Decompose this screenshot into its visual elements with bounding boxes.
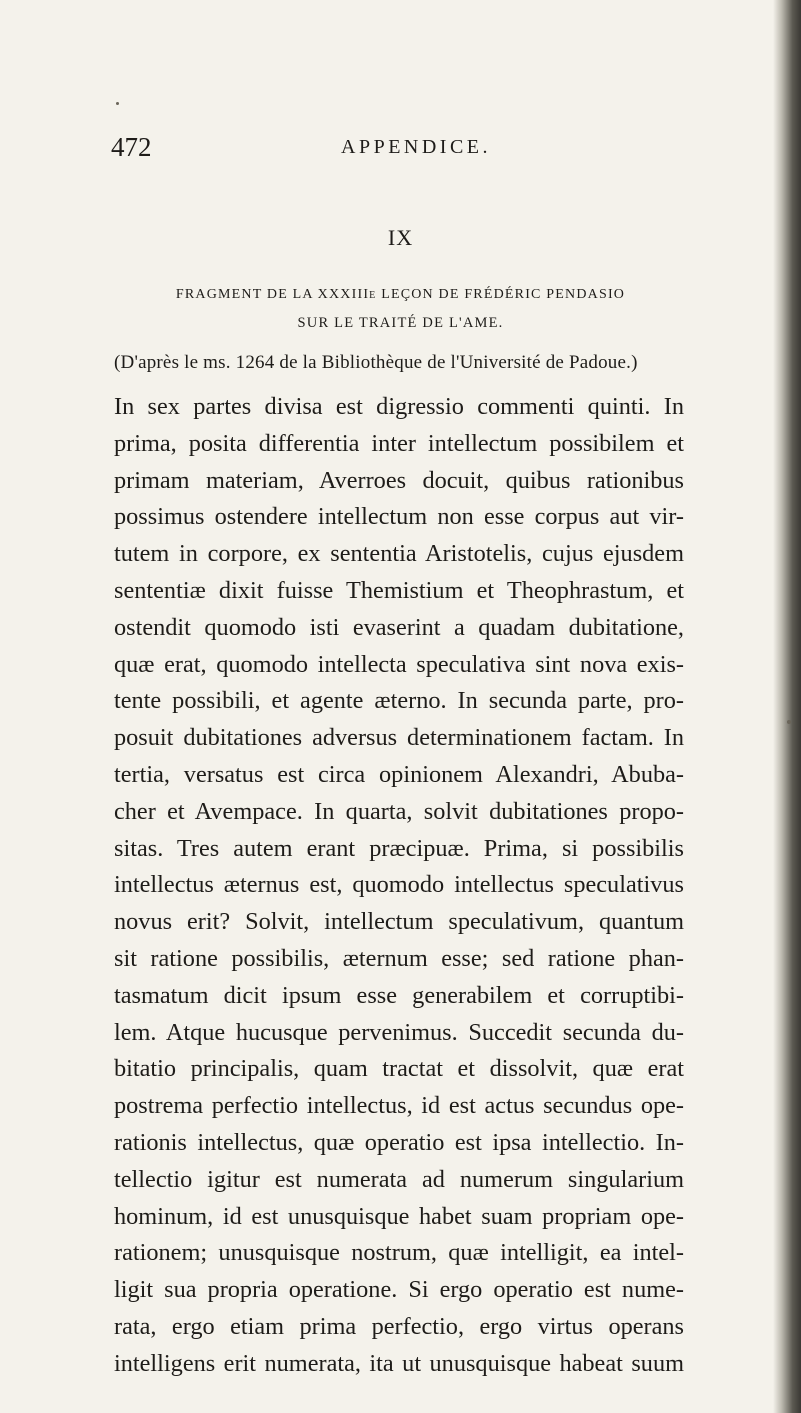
body-line: tertia, versatus est circa opinionem Alexandri, Abuba- [114,760,684,788]
section-number: IX [387,225,414,250]
section-heading-line-2: SUR LE TRAITÉ DE L'AME. [297,315,504,331]
body-line: cher et Avempace. In quarta, solvit dubitationes propo- [114,797,684,825]
body-line: ligit sua propria operatione. Si ergo operatio est nume- [114,1276,684,1304]
body-line: rata, ergo etiam prima perfectio, ergo virtus operans [114,1312,684,1340]
page-number: 472 [111,132,152,162]
scan-speck [116,102,119,105]
body-line: intelligens erit numerata, ita ut unusquisque habeat suum [114,1349,684,1377]
body-line: rationis intellectus, quæ operatio est ipsa intellectio. In- [114,1128,684,1156]
body-line: sit ratione possibilis, æternum esse; sed ratione phan- [114,944,684,972]
body-line: possimus ostendere intellectum non esse corpus aut vir- [114,503,684,531]
body-line: tutem in corpore, ex sententia Aristotelis, cujus ejusdem [114,540,684,568]
body-line: posuit dubitationes adversus determinationem factam. In [114,724,684,752]
body-line: quæ erat, quomodo intellecta speculativa sint nova exis- [114,650,684,678]
body-text [114,389,684,1383]
section-heading-line-1: FRAGMENT DE LA XXXIIIe LEÇON DE FRÉDÉRIC PENDASIO [175,287,626,302]
scan-edge-shadow [773,0,801,1413]
body-line: sitas. Tres autem erant præcipuæ. Prima, si possibilis [114,834,684,862]
source-note: (D'après le ms. 1264 de la Bibliothèque de l'Université de Padoue.) [114,352,638,373]
body-line: tente possibili, et agente æterno. In secunda parte, pro- [114,687,684,715]
body-line: sententiæ dixit fuisse Themistium et Theophrastum, et [114,576,684,604]
body-line: tellectio igitur est numerata ad numerum singularium [114,1165,684,1193]
body-line: bitatio principalis, quam tractat et dissolvit, quæ erat [114,1055,684,1083]
body-line: primam materiam, Averroes docuit, quibus rationibus [114,466,684,494]
body-line: ostendit quomodo isti evaserint a quadam dubitatione, [114,613,684,641]
body-line: In sex partes divisa est digressio commenti quinti. In [114,393,684,420]
body-line: prima, posita differentia inter intellectum possibilem et [114,429,684,457]
body-line: rationem; unusquisque nostrum, quæ intelligit, ea intel- [114,1239,684,1267]
running-title: APPENDICE. [341,136,492,158]
body-line: lem. Atque hucusque pervenimus. Succedit secunda du- [114,1018,684,1046]
body-line: tasmatum dicit ipsum esse generabilem et corruptibi- [114,981,684,1009]
body-line: postrema perfectio intellectus, id est actus secundus ope- [114,1092,684,1120]
running-head [111,132,711,162]
body-line: hominum, id est unusquisque habet suam propriam ope- [114,1202,684,1230]
body-line: intellectus æternus est, quomodo intellectus speculativus [114,871,684,899]
body-line: novus erit? Solvit, intellectum speculativum, quantum [114,908,684,936]
scan-speck [787,720,791,724]
